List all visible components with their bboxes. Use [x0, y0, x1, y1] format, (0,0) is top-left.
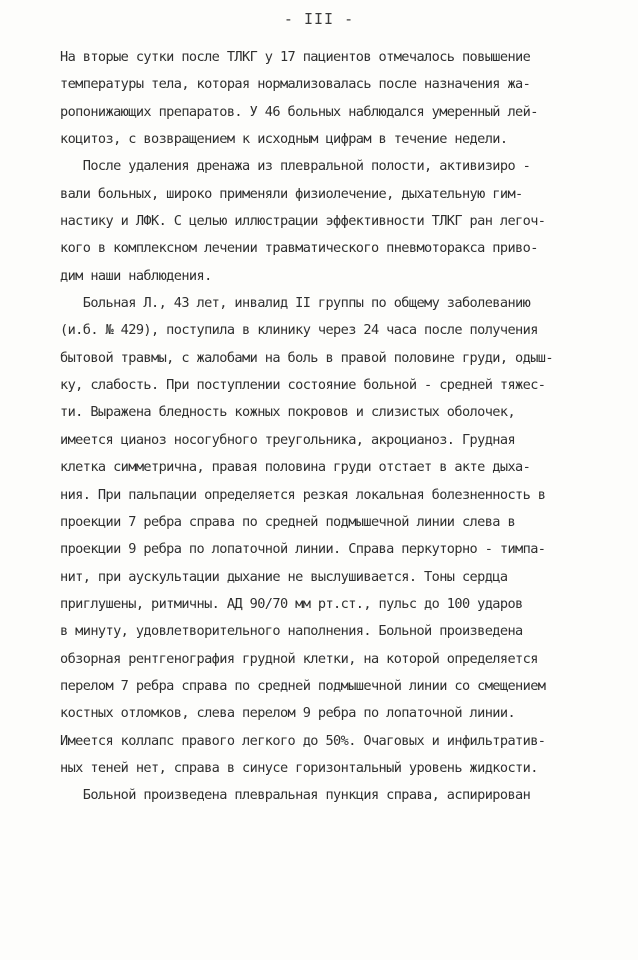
body-text [60, 44, 620, 810]
text-line: кого в комплексном лечении травматического пневмоторакса приво- [60, 240, 538, 257]
text-line: имеется цианоз носогубного треугольника, акроцианоз. Грудная [60, 431, 516, 448]
text-line: ных теней нет, справа в синусе горизонтальный уровень жидкости. [60, 759, 538, 776]
text-line: (и.б. № 429), поступила в клинику через 24 часа после получения [60, 322, 538, 339]
text-line: костных отломков, слева перелом 9 ребра по лопаточной линии. [60, 705, 516, 722]
text-line: ропонижающих препаратов. У 46 больных наблюдался умеренный лей- [60, 103, 538, 120]
text-line: в минуту, удовлетворительного наполнения. Больной произведена [60, 623, 523, 640]
page-number: - III - [283, 10, 355, 28]
text-line: температуры тела, которая нормализовалась после назначения жа- [60, 76, 531, 93]
text-line: перелом 7 ребра справа по средней подмышечной линии со смещением [60, 677, 546, 694]
text-line: Больная Л., 43 лет, инвалид II группы по общему заболеванию [60, 295, 531, 312]
text-line: проекции 9 ребра по лопаточной линии. Справа перкуторно - тимпа- [60, 541, 546, 558]
text-line: ку, слабость. При поступлении состояние больной - средней тяжес- [60, 377, 546, 394]
text-line: ния. При пальпации определяется резкая локальная болезненность в [60, 486, 546, 503]
text-line: коцитоз, с возвращением к исходным цифрам в течение недели. [60, 131, 508, 148]
text-line: ти. Выражена бледность кожных покровов и слизистых оболочек, [60, 404, 516, 421]
text-line: настику и ЛФК. С целью иллюстрации эффективности ТЛКГ ран легоч- [60, 213, 546, 230]
text-line: дим наши наблюдения. [60, 267, 212, 284]
text-line: На вторые сутки после ТЛКГ у 17 пациентов отмечалось повышение [60, 49, 531, 65]
text-line: Больной произведена плевральная пункция справа, аспирирован [60, 787, 531, 804]
text-line: После удаления дренажа из плевральной полости, активизиро - [60, 158, 531, 175]
text-line: Имеется коллапс правого легкого до 50%. Очаговых и инфильтратив- [60, 732, 546, 749]
text-line: нит, при аускультации дыхание не выслушивается. Тоны сердца [60, 568, 508, 585]
text-line: вали больных, широко применяли физиолечение, дыхательную гим- [60, 185, 523, 202]
text-line: приглушены, ритмичны. АД 90/70 мм рт.ст., пульс до 100 ударов [60, 595, 523, 612]
text-line: обзорная рентгенография грудной клетки, на которой определяется [60, 650, 538, 667]
text-line: проекции 7 ребра справа по средней подмышечной линии слева в [60, 513, 516, 530]
text-line: бытовой травмы, с жалобами на боль в правой половине груди, одыш- [60, 349, 553, 366]
text-line: клетка симметрична, правая половина груди отстает в акте дыха- [60, 459, 531, 476]
